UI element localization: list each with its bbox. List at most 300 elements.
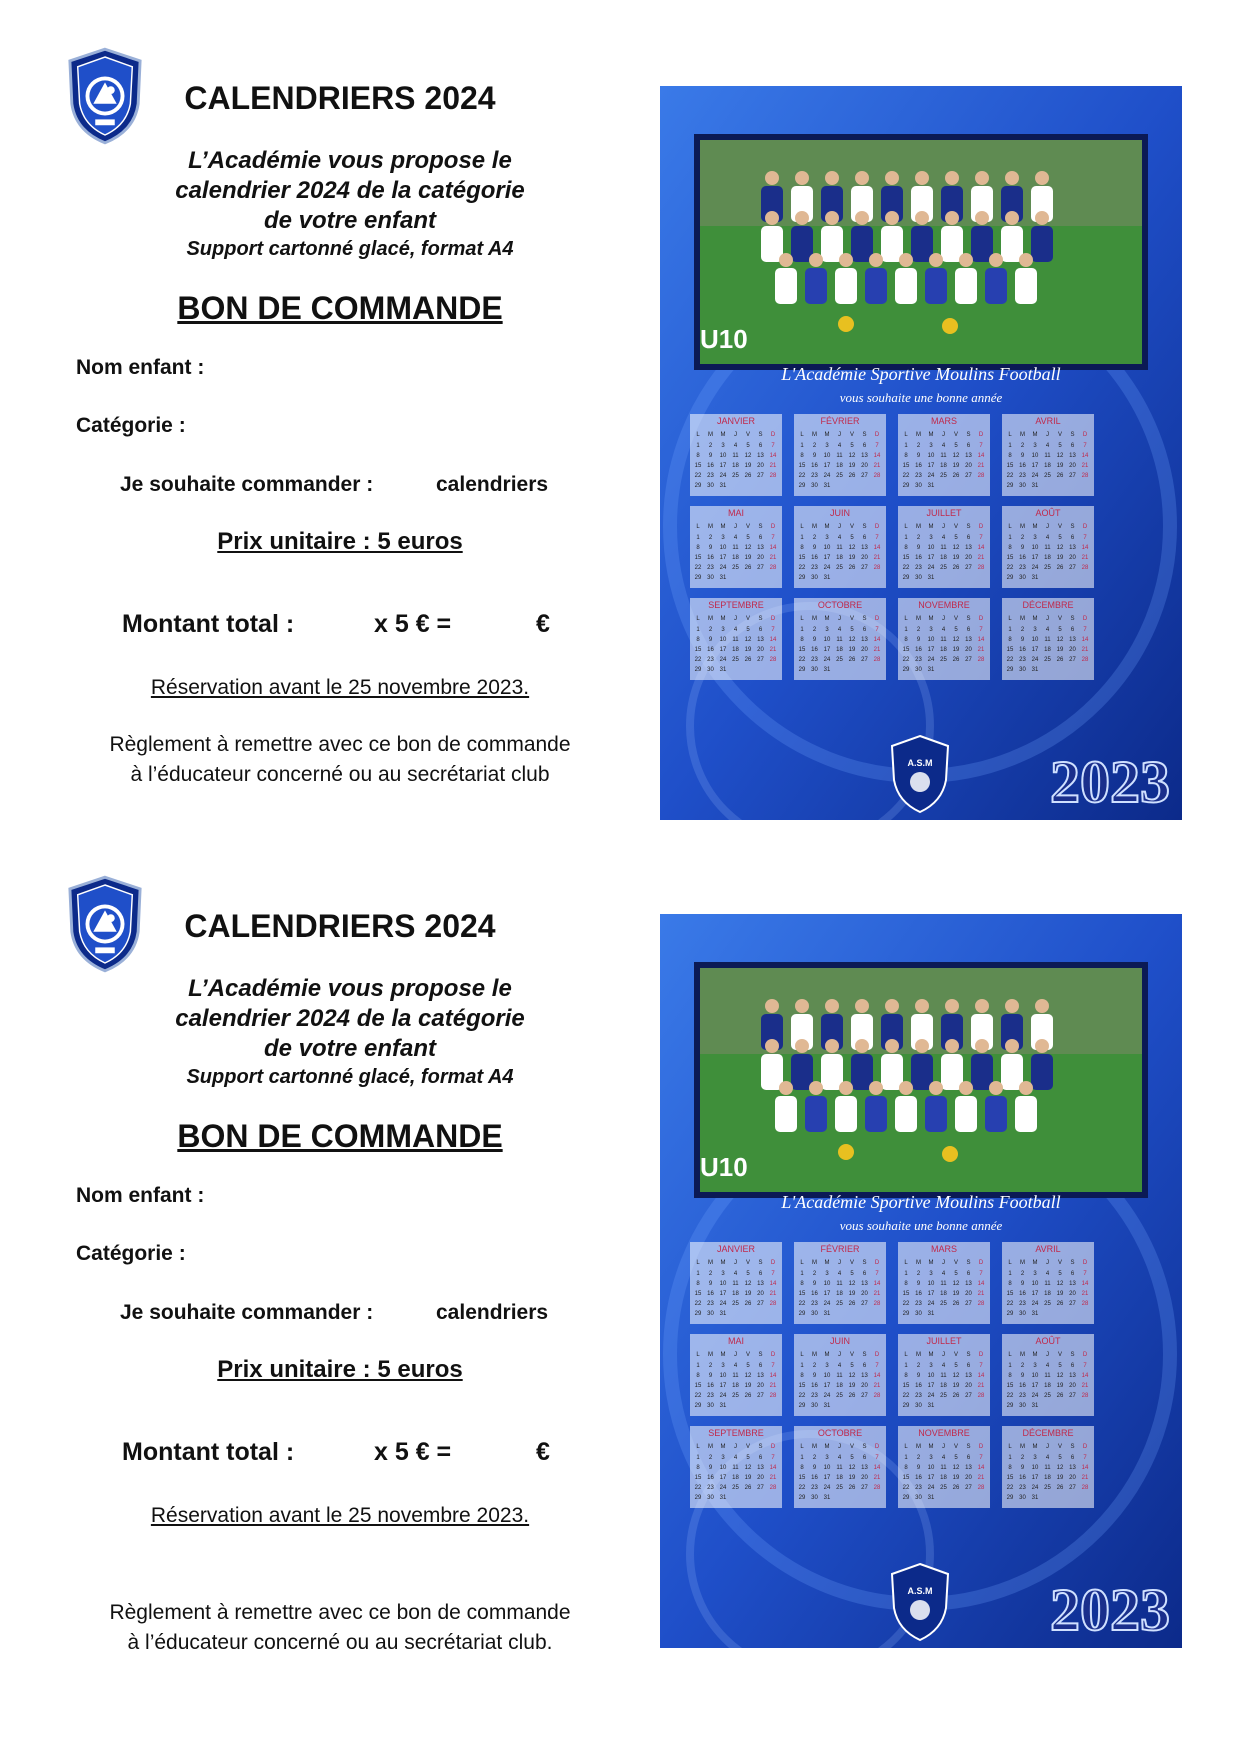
weekday-label: L: [1008, 1444, 1012, 1450]
day-number: 10: [1031, 545, 1039, 551]
player-head: [809, 1081, 823, 1095]
day-number: 1: [696, 1363, 700, 1369]
month-name: NOVEMBRE: [918, 1428, 970, 1438]
day-number: 23: [811, 1301, 818, 1307]
day-number: 17: [927, 1475, 935, 1481]
day-number: 4: [837, 1455, 842, 1461]
day-number: 27: [965, 1393, 972, 1399]
weekday-label: M: [1020, 1444, 1025, 1450]
day-number: 8: [800, 545, 804, 551]
player-head: [795, 171, 809, 185]
day-number: 8: [904, 637, 908, 643]
day-number: 8: [800, 453, 804, 459]
day-number: 28: [977, 1393, 985, 1399]
day-number: 22: [1006, 1485, 1014, 1491]
day-number: 14: [977, 1465, 985, 1471]
day-number: 17: [823, 1383, 831, 1389]
weekday-label: V: [849, 1352, 855, 1358]
day-number: 15: [798, 1291, 806, 1297]
day-number: 11: [836, 545, 843, 551]
weekday-label: S: [966, 1352, 971, 1358]
day-number: 5: [746, 1455, 750, 1461]
day-number: 17: [927, 1291, 935, 1297]
day-number: 13: [1069, 1281, 1076, 1287]
day-number: 31: [927, 1311, 935, 1317]
day-number: 8: [1008, 637, 1012, 643]
day-number: 18: [940, 1291, 947, 1297]
weekday-label: S: [758, 1260, 763, 1266]
quantity-label: Je souhaite commander :: [120, 1301, 374, 1324]
day-number: 3: [1033, 1363, 1037, 1369]
day-number: 27: [965, 657, 972, 663]
player-body: [925, 1096, 947, 1132]
weekday-label: J: [734, 524, 737, 530]
day-number: 6: [966, 1455, 971, 1461]
day-number: 23: [915, 473, 922, 479]
player-body: [851, 226, 873, 262]
quantity-suffix: calendriers: [436, 473, 549, 496]
day-number: 5: [1058, 1455, 1062, 1461]
day-number: 22: [798, 657, 806, 663]
weekday-label: V: [953, 1260, 959, 1266]
player-body: [775, 268, 797, 304]
day-number: 7: [979, 535, 983, 541]
day-number: 4: [1045, 443, 1050, 449]
day-number: 30: [1019, 1495, 1026, 1501]
day-number: 10: [1031, 1281, 1039, 1287]
poster-year: 2023: [1050, 1577, 1170, 1643]
day-number: 8: [696, 1465, 700, 1471]
day-number: 14: [977, 637, 985, 643]
day-number: 24: [1031, 1393, 1039, 1399]
player-head: [945, 1039, 959, 1053]
day-number: 23: [1019, 1485, 1026, 1491]
day-number: 10: [823, 453, 831, 459]
weekday-label: M: [928, 1352, 934, 1358]
day-number: 2: [812, 627, 817, 633]
day-number: 27: [1069, 1301, 1076, 1307]
day-number: 19: [1056, 1475, 1064, 1481]
day-number: 13: [757, 637, 764, 643]
day-number: 12: [848, 545, 856, 551]
day-number: 23: [915, 1485, 922, 1491]
day-number: 4: [1045, 627, 1050, 633]
football-icon: [838, 316, 854, 332]
day-number: 1: [1008, 443, 1012, 449]
day-number: 8: [904, 1373, 908, 1379]
day-number: 29: [902, 1495, 910, 1501]
day-number: 27: [861, 1393, 868, 1399]
day-number: 29: [694, 1311, 702, 1317]
day-number: 15: [694, 1383, 702, 1389]
weekday-label: S: [1070, 1444, 1075, 1450]
day-number: 13: [1069, 1465, 1076, 1471]
weekday-label: V: [849, 524, 855, 530]
day-number: 9: [1020, 453, 1025, 459]
month-name: SEPTEMBRE: [708, 600, 764, 610]
weekday-label: L: [904, 432, 908, 438]
day-number: 31: [1031, 667, 1039, 673]
weekday-label: L: [1008, 1260, 1012, 1266]
day-number: 16: [707, 463, 714, 469]
day-number: 12: [848, 637, 856, 643]
day-number: 30: [811, 1495, 818, 1501]
weekday-label: M: [708, 1352, 713, 1358]
day-number: 19: [848, 1475, 856, 1481]
day-number: 30: [1019, 483, 1026, 489]
day-number: 24: [719, 1393, 727, 1399]
day-number: 21: [769, 1475, 777, 1481]
weekday-label: V: [849, 1444, 855, 1450]
day-number: 28: [873, 565, 881, 571]
day-number: 27: [1069, 473, 1076, 479]
payment-line: à l’éducateur concerné ou au secrétariat club: [130, 763, 550, 786]
weekday-label: M: [916, 524, 921, 530]
day-number: 21: [977, 1291, 985, 1297]
day-number: 20: [965, 463, 972, 469]
day-number: 29: [694, 1495, 702, 1501]
day-number: 7: [1083, 535, 1087, 541]
day-number: 15: [902, 1383, 910, 1389]
day-number: 8: [696, 545, 700, 551]
day-number: 10: [719, 453, 727, 459]
player-body: [865, 1096, 887, 1132]
day-number: 20: [861, 1383, 868, 1389]
day-number: 17: [927, 463, 935, 469]
weekday-label: J: [734, 1444, 737, 1450]
weekday-label: S: [862, 1352, 867, 1358]
order-heading: BON DE COMMANDE: [177, 1118, 503, 1154]
day-number: 31: [719, 1311, 727, 1317]
player-body: [941, 1054, 963, 1090]
day-number: 1: [1008, 1455, 1012, 1461]
day-number: 29: [798, 575, 806, 581]
day-number: 22: [798, 565, 806, 571]
day-number: 9: [916, 453, 921, 459]
day-number: 20: [965, 555, 972, 561]
day-number: 9: [812, 1465, 817, 1471]
weekday-label: J: [838, 1444, 841, 1450]
day-number: 12: [1056, 1465, 1064, 1471]
day-number: 17: [719, 1475, 727, 1481]
poster-logo-text: A.S.M: [907, 758, 933, 768]
day-number: 21: [1081, 1475, 1089, 1481]
day-number: 20: [757, 1383, 764, 1389]
day-number: 16: [915, 463, 922, 469]
day-number: 5: [850, 1363, 854, 1369]
day-number: 8: [800, 637, 804, 643]
day-number: 4: [733, 627, 738, 633]
day-number: 31: [719, 483, 727, 489]
day-number: 19: [848, 555, 856, 561]
day-number: 7: [875, 1271, 879, 1277]
day-number: 22: [902, 473, 910, 479]
month-name: DÉCEMBRE: [1022, 600, 1074, 610]
day-number: 10: [823, 1465, 831, 1471]
day-number: 3: [825, 1363, 829, 1369]
day-number: 6: [966, 1271, 971, 1277]
weekday-label: J: [1046, 432, 1049, 438]
month-name: AVRIL: [1035, 416, 1061, 426]
day-number: 19: [848, 463, 856, 469]
day-number: 18: [732, 555, 739, 561]
day-number: 10: [719, 637, 727, 643]
weekday-label: L: [696, 432, 700, 438]
day-number: 21: [873, 647, 881, 653]
day-number: 29: [902, 1311, 910, 1317]
weekday-label: J: [734, 1352, 737, 1358]
weekday-label: D: [978, 432, 984, 438]
day-number: 2: [916, 535, 921, 541]
payment-note: [60, 1598, 620, 1658]
day-number: 25: [732, 1485, 739, 1491]
weekday-label: M: [916, 432, 921, 438]
day-number: 19: [952, 463, 960, 469]
day-number: 28: [873, 1485, 881, 1491]
day-number: 9: [916, 545, 921, 551]
poster-logo-text: A.S.M: [907, 1586, 933, 1596]
day-number: 9: [916, 637, 921, 643]
weekday-label: M: [708, 616, 713, 622]
player-head: [795, 211, 809, 225]
day-number: 14: [769, 637, 777, 643]
weekday-label: M: [824, 1260, 830, 1266]
day-number: 1: [800, 1271, 804, 1277]
day-number: 6: [862, 1363, 867, 1369]
weekday-label: M: [708, 1444, 713, 1450]
day-number: 5: [746, 627, 750, 633]
weekday-label: M: [928, 1444, 934, 1450]
day-number: 26: [848, 565, 856, 571]
weekday-label: L: [800, 1260, 804, 1266]
day-number: 16: [915, 1383, 922, 1389]
weekday-label: M: [1032, 1444, 1038, 1450]
month-name: JANVIER: [716, 1244, 756, 1254]
weekday-label: D: [874, 432, 880, 438]
day-number: 17: [823, 1291, 831, 1297]
day-number: 4: [941, 1455, 946, 1461]
day-number: 16: [811, 1383, 818, 1389]
weekday-label: V: [953, 616, 959, 622]
day-number: 23: [1019, 657, 1026, 663]
day-number: 3: [929, 1271, 933, 1277]
day-number: 29: [902, 1403, 910, 1409]
day-number: 31: [719, 1495, 727, 1501]
weekday-label: J: [1046, 524, 1049, 530]
day-number: 8: [904, 1281, 908, 1287]
day-number: 25: [940, 657, 947, 663]
weekday-label: M: [928, 1260, 934, 1266]
day-number: 7: [1083, 1271, 1087, 1277]
day-number: 14: [1081, 453, 1089, 459]
player-head: [765, 1039, 779, 1053]
day-number: 5: [1058, 1271, 1062, 1277]
day-number: 30: [915, 1403, 922, 1409]
day-number: 19: [1056, 1383, 1064, 1389]
day-number: 16: [1019, 647, 1026, 653]
weekday-label: L: [696, 1444, 700, 1450]
day-number: 1: [1008, 1271, 1012, 1277]
player-body: [895, 1096, 917, 1132]
day-number: 13: [965, 453, 972, 459]
weekday-label: S: [862, 1260, 867, 1266]
day-number: 15: [694, 647, 702, 653]
day-number: 24: [823, 1393, 831, 1399]
day-number: 17: [1031, 647, 1039, 653]
day-number: 8: [1008, 545, 1012, 551]
player-body: [821, 1054, 843, 1090]
weekday-label: M: [1020, 432, 1025, 438]
day-number: 11: [1044, 637, 1051, 643]
day-number: 9: [812, 453, 817, 459]
child-name-label: Nom enfant :: [76, 1184, 205, 1207]
day-number: 27: [965, 1301, 972, 1307]
weekday-label: V: [1057, 524, 1063, 530]
weekday-label: V: [745, 1260, 751, 1266]
day-number: 9: [1020, 545, 1025, 551]
day-number: 19: [848, 1291, 856, 1297]
day-number: 15: [798, 1383, 806, 1389]
day-number: 29: [694, 667, 702, 673]
day-number: 21: [769, 1291, 777, 1297]
day-number: 22: [1006, 657, 1014, 663]
weekday-label: L: [696, 1260, 700, 1266]
football-icon: [942, 318, 958, 334]
calendar-poster: [660, 86, 1182, 820]
day-number: 9: [1020, 1373, 1025, 1379]
day-number: 2: [916, 627, 921, 633]
day-number: 7: [1083, 627, 1087, 633]
day-number: 26: [952, 565, 960, 571]
day-number: 10: [719, 1281, 727, 1287]
day-number: 28: [977, 473, 985, 479]
day-number: 11: [940, 1373, 947, 1379]
day-number: 10: [927, 1373, 935, 1379]
day-number: 6: [1070, 535, 1075, 541]
day-number: 24: [927, 1485, 935, 1491]
team-label: U10: [700, 324, 748, 354]
day-number: 1: [904, 627, 908, 633]
day-number: 18: [836, 1475, 843, 1481]
day-number: 17: [719, 1291, 727, 1297]
day-number: 8: [696, 1281, 700, 1287]
day-number: 4: [733, 1455, 738, 1461]
day-number: 12: [744, 1281, 752, 1287]
weekday-label: S: [966, 1260, 971, 1266]
player-head: [929, 1081, 943, 1095]
day-number: 7: [875, 535, 879, 541]
day-number: 21: [769, 555, 777, 561]
day-number: 2: [708, 535, 713, 541]
day-number: 29: [798, 1311, 806, 1317]
day-number: 12: [1056, 1281, 1064, 1287]
day-number: 11: [732, 1465, 739, 1471]
day-number: 17: [927, 647, 935, 653]
day-number: 23: [811, 1393, 818, 1399]
day-number: 15: [694, 1291, 702, 1297]
deadline-note: Réservation avant le 25 novembre 2023.: [150, 1504, 530, 1527]
weekday-label: L: [1008, 432, 1012, 438]
day-number: 16: [707, 1291, 714, 1297]
day-number: 19: [744, 555, 752, 561]
day-number: 8: [904, 1465, 908, 1471]
day-number: 23: [707, 565, 714, 571]
day-number: 25: [732, 473, 739, 479]
day-number: 12: [952, 1373, 960, 1379]
day-number: 30: [811, 483, 818, 489]
team-label: U10: [700, 1152, 748, 1182]
day-number: 11: [836, 453, 843, 459]
day-number: 13: [861, 1281, 868, 1287]
player-body: [985, 268, 1007, 304]
player-body: [941, 226, 963, 262]
day-number: 15: [1006, 647, 1014, 653]
day-number: 10: [927, 1465, 935, 1471]
day-number: 11: [1044, 1465, 1051, 1471]
weekday-label: J: [734, 616, 737, 622]
weekday-label: V: [1057, 432, 1063, 438]
player-head: [915, 999, 929, 1013]
day-number: 13: [861, 637, 868, 643]
day-number: 2: [1020, 1363, 1025, 1369]
day-number: 16: [915, 647, 922, 653]
day-number: 1: [696, 627, 700, 633]
day-number: 29: [1006, 667, 1014, 673]
day-number: 1: [800, 1455, 804, 1461]
weekday-label: L: [1008, 1352, 1012, 1358]
weekday-label: S: [1070, 1260, 1075, 1266]
day-number: 14: [769, 545, 777, 551]
day-number: 9: [1020, 1281, 1025, 1287]
day-number: 4: [1045, 535, 1050, 541]
day-number: 13: [861, 453, 868, 459]
day-number: 13: [861, 1373, 868, 1379]
day-number: 20: [861, 463, 868, 469]
day-number: 25: [940, 565, 947, 571]
day-number: 18: [1044, 463, 1051, 469]
weekday-label: D: [770, 524, 776, 530]
day-number: 7: [1083, 443, 1087, 449]
day-number: 11: [1044, 1373, 1051, 1379]
player-body: [835, 268, 857, 304]
player-body: [971, 226, 993, 262]
day-number: 21: [1081, 463, 1089, 469]
day-number: 14: [977, 1373, 985, 1379]
weekday-label: L: [904, 1352, 908, 1358]
day-number: 13: [965, 545, 972, 551]
day-number: 18: [836, 463, 843, 469]
day-number: 5: [1058, 1363, 1062, 1369]
day-number: 6: [758, 1363, 763, 1369]
day-number: 17: [719, 463, 727, 469]
day-number: 30: [915, 575, 922, 581]
poster-year: 2023: [1050, 749, 1170, 815]
day-number: 27: [1069, 1393, 1076, 1399]
player-body: [1001, 1054, 1023, 1090]
weekday-label: S: [966, 524, 971, 530]
day-number: 31: [927, 575, 935, 581]
day-number: 27: [1069, 657, 1076, 663]
weekday-label: S: [966, 616, 971, 622]
player-body: [881, 1054, 903, 1090]
weekday-label: D: [978, 1352, 984, 1358]
day-number: 16: [915, 1475, 922, 1481]
day-number: 19: [952, 555, 960, 561]
day-number: 22: [694, 1301, 702, 1307]
weekday-label: V: [745, 1444, 751, 1450]
day-number: 26: [848, 1393, 856, 1399]
player-body: [761, 226, 783, 262]
